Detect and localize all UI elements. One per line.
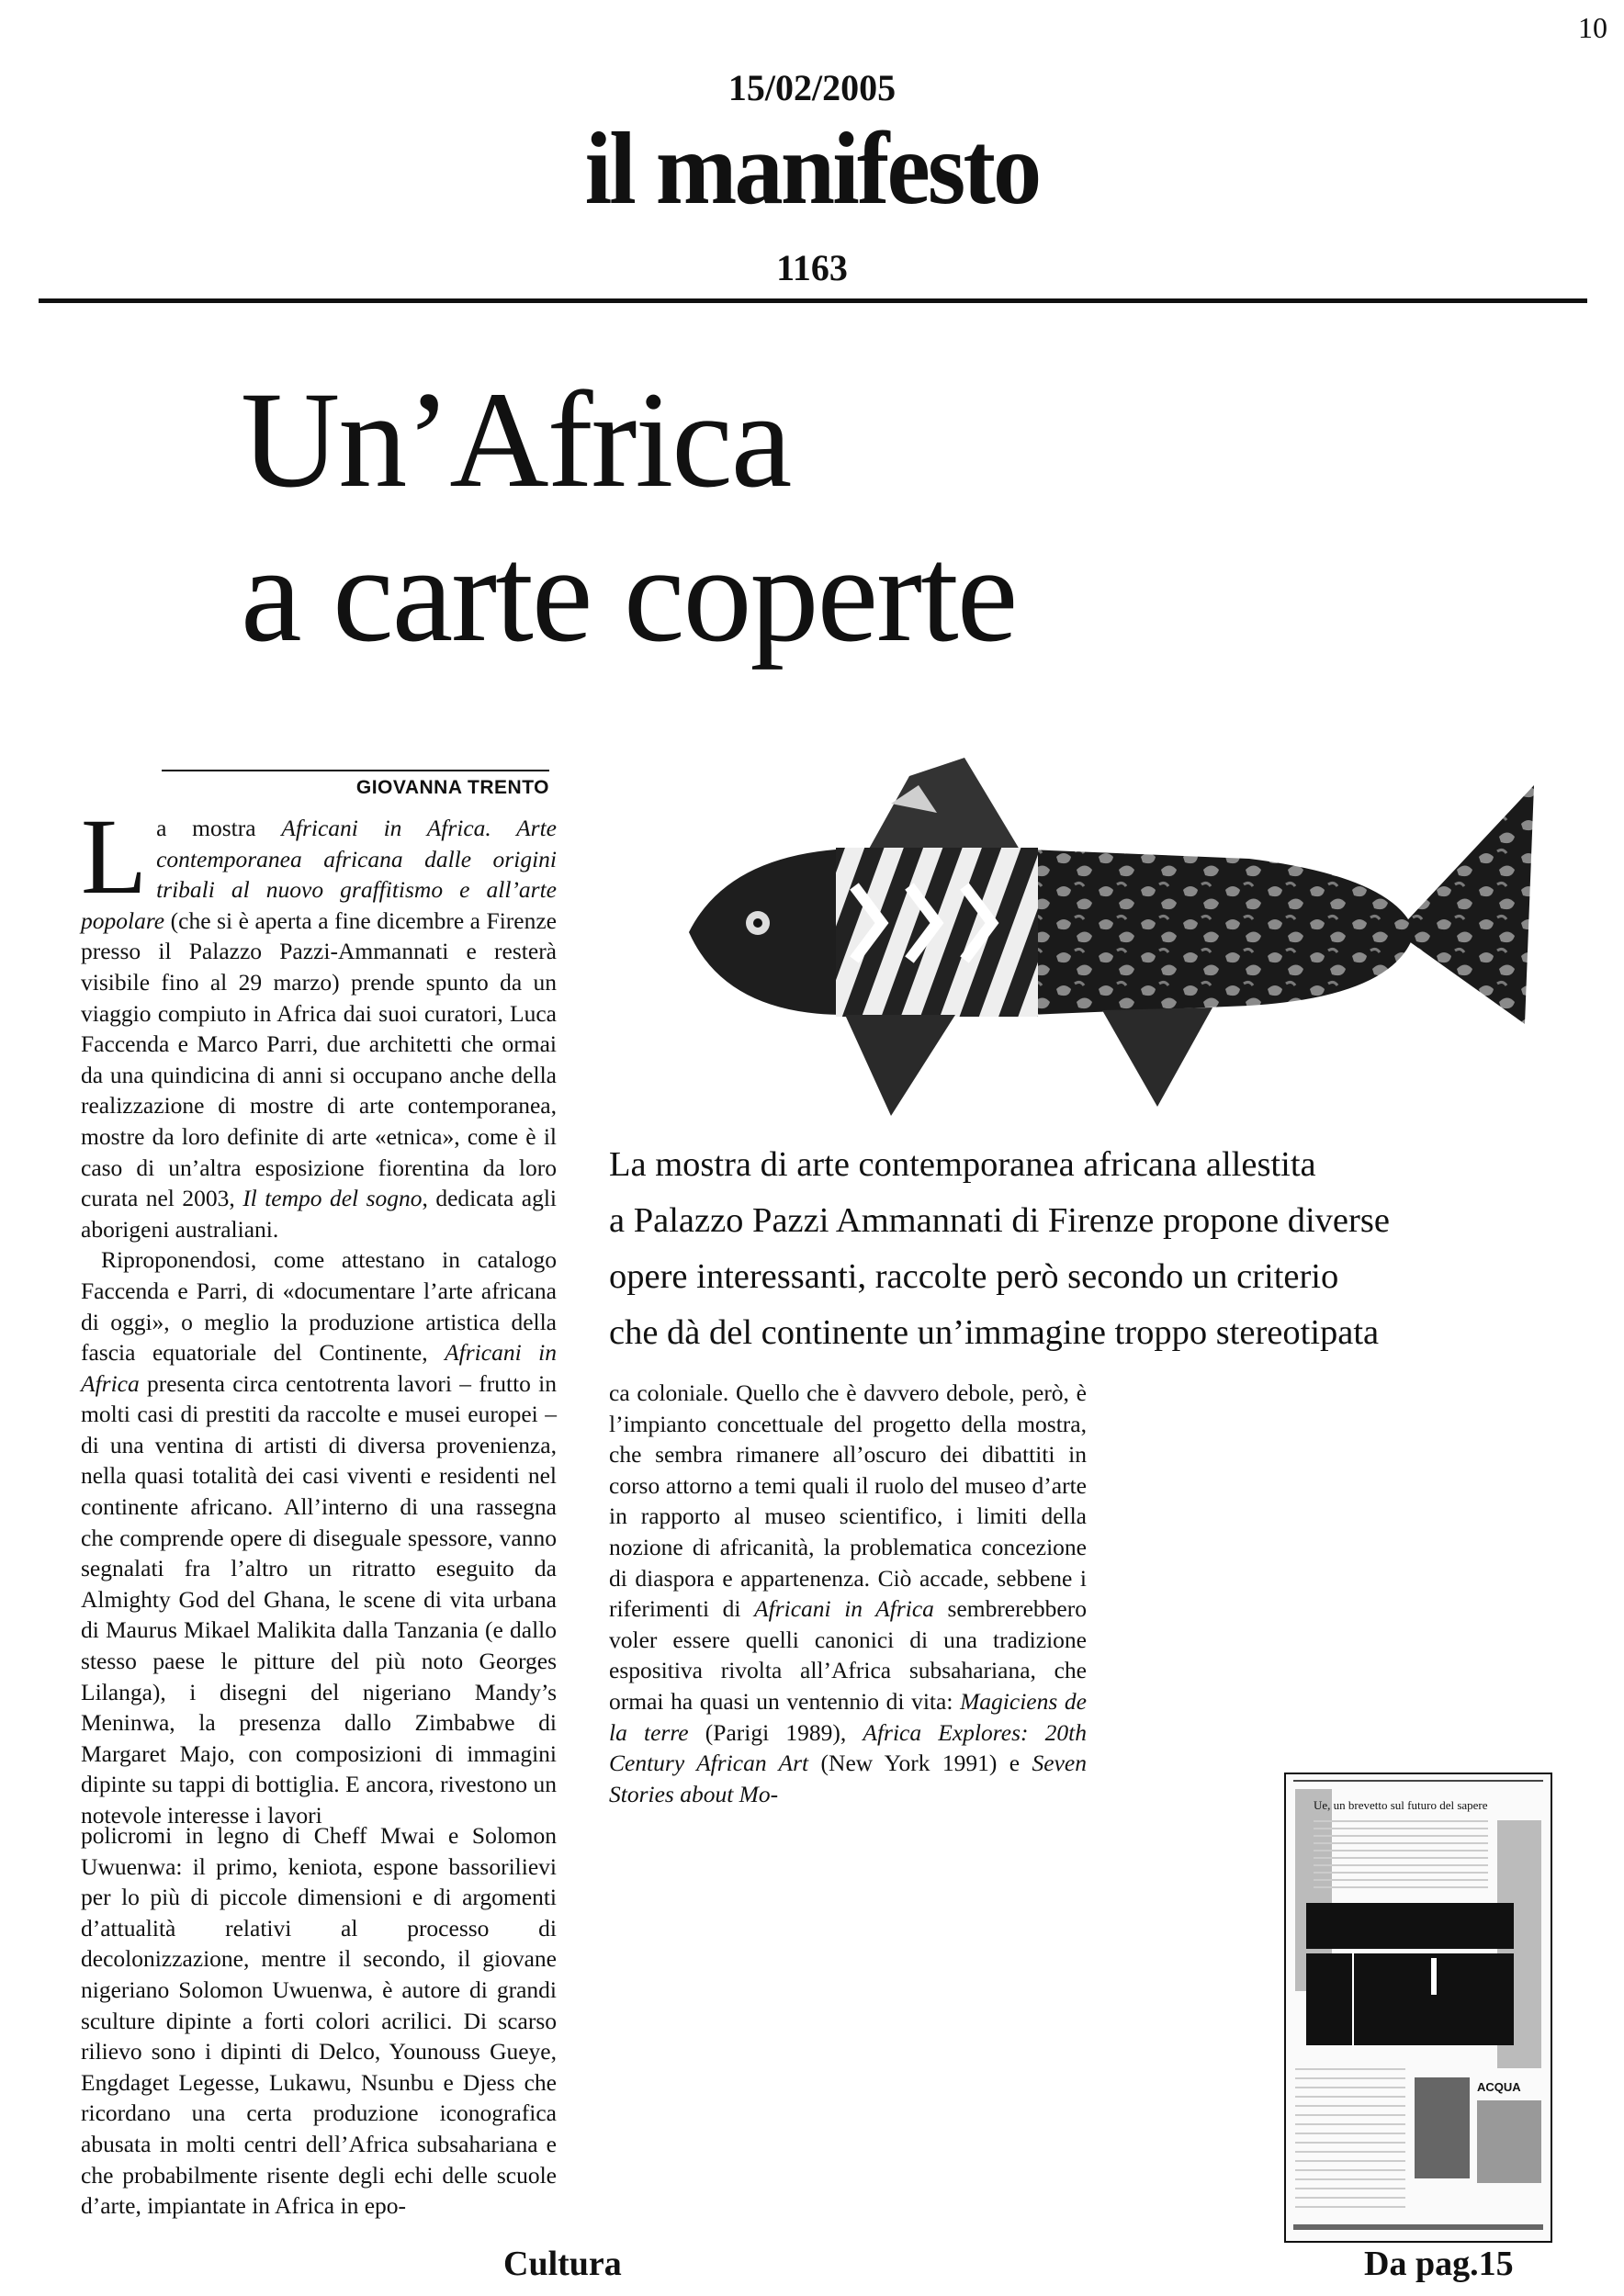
headline-line-1: Un’Africa [241, 364, 791, 516]
subtitle-line-1: La mostra di arte contemporanea africana allestita [609, 1145, 1316, 1184]
article-headline [241, 363, 1016, 671]
fish-tail-body [1029, 850, 1415, 1015]
striped-band [836, 848, 1038, 1017]
anal-fin [1102, 1007, 1212, 1107]
subtitle-line-3: opere interessanti, raccolte però secondo un criterio [609, 1257, 1339, 1296]
masthead: il manifesto [584, 112, 1040, 226]
thumbnail-ad-text: ACQUA [1477, 2080, 1521, 2094]
issue-number: 1163 [776, 247, 848, 288]
header-rule [39, 298, 1587, 303]
paragraph-2: Riproponendosi, come attestano in catalogo Faccenda e Parri, di «documentare l’arte africana di oggi», o meglio la produzione artistica della fascia equatoriale del Continente, Africani in Africa presenta circa centotrenta lavori – frutto in molti casi di prestiti da raccolte e musei europei – di una ventina di artisti di diversa provenienza, nella quasi totalità dei casi viventi e residenti nel continente africano. All’interno di una rassegna che comprende opere di diseguale spessore, vanno segnalati fra l’altro un ritratto eseguito da Almighty God del Ghana, le scene di vita urbana di Maurus Mikael Malikita dalla Tanzania (e dallo stesso paese le pitture del più noto Georges Lilanga), i disegni del nigeriano Mandy’s Meninwa, la presenza dallo Zimbabwe di Margaret Majo, con composizioni di immagini dipinte su tappi di bottiglia. E ancora, rivestono un notevole interesse i lavori [81, 1246, 557, 1829]
fish-illustration [588, 748, 1543, 1125]
page-thumbnail [1284, 1773, 1552, 2243]
article-column-1-continued [81, 1820, 557, 2243]
article-column-2 [609, 1378, 1087, 1818]
section-label: Cultura [503, 2245, 622, 2283]
headline-line-2: a carte coperte [241, 518, 1017, 670]
article-column-1 [81, 796, 557, 1829]
paragraph-3: policromi in legno di Cheff Mwai e Solomon Uwuenwa: il primo, keniota, espone bassorilievi per lo più di piccole dimensioni e di argomenti d’attualità relativi al processo di decolonizzazione, mentre il secondo, il giovane nigeriano Solomon Uwuenwa, è autore di grandi sculture dipinte a forti colori acrilici. Di scarso rilievo sono i dipinti di Delco, Younouss Gueye, Engdaget Legesse, Lukawu, Nsunbu e Djess che ricordano una certa produzione iconografica abusata in molti centri dell’Africa subsahariana e che probabilmente risente degli echi delle scuole d’arte, impiantate in Africa in epo- [81, 1822, 557, 2220]
thumbnail-image [1286, 1774, 1551, 2241]
drop-cap: L [81, 796, 148, 917]
continued-from-label: Da pag.15 [1364, 2245, 1514, 2283]
subtitle-line-4: che dà del continente un’immagine troppo stereotipata [609, 1313, 1380, 1352]
fish-pupil [753, 918, 762, 928]
page-number: 10 [1578, 11, 1607, 44]
paragraph-1: La mostra Africani in Africa. Arte contemporanea africana dalle origini tribali al nuovo graffitismo e all’arte popolare (che si è aperta a fine dicembre a Firenze presso il Palazzo Pazzi-Ammannati e resterà visibile fino al 29 marzo) prende spunto da un viaggio compiuto in Africa dai suoi curatori, Luca Faccenda e Marco Parri, due architetti che ormai da una quindicina di anni si occupano anche della realizzazione di mostre di arte contemporanea, mostre da loro definite di arte «etnica», come è il caso di un’altra esposizione fiorentina da loro curata nel 2003, Il tempo del sogno, dedicata agli aborigeni australiani. [81, 796, 557, 1243]
dorsal-fin [863, 758, 1020, 859]
article-subtitle [609, 1137, 1546, 1361]
thumbnail-headline: Ue, un brevetto sul futuro del sapere [1314, 1798, 1488, 1812]
byline-rule [162, 770, 549, 771]
byline: GIOVANNA TRENTO [355, 777, 549, 798]
fish-head [689, 850, 845, 1015]
pelvic-fin [845, 1015, 955, 1116]
publication-date: 15/02/2005 [727, 67, 897, 108]
tail-fin [1396, 785, 1534, 1024]
paragraph-4: ca coloniale. Quello che è davvero debole, però, è l’impianto concettuale del progetto della mostra, che sembra rimanere all’oscuro dei dibattiti in corso attorno a temi quali il ruolo del museo d’arte in rapporto al museo scientifico, i limiti della nozione di africanità, la problematica concezione di diaspora e appartenenza. Ciò accade, sebbene i riferimenti di Africani in Africa sembrerebbero voler essere quelli canonici di una tradizione espositiva rivolta all’Africa subsahariana, che ormai ha quasi un ventennio di vita: Magiciens de la terre (Parigi 1989), Africa Explores: 20th Century African Art (New York 1991) e Seven Stories about Mo- [609, 1379, 1087, 1807]
subtitle-line-2: a Palazzo Pazzi Ammannati di Firenze propone diverse [609, 1201, 1390, 1240]
